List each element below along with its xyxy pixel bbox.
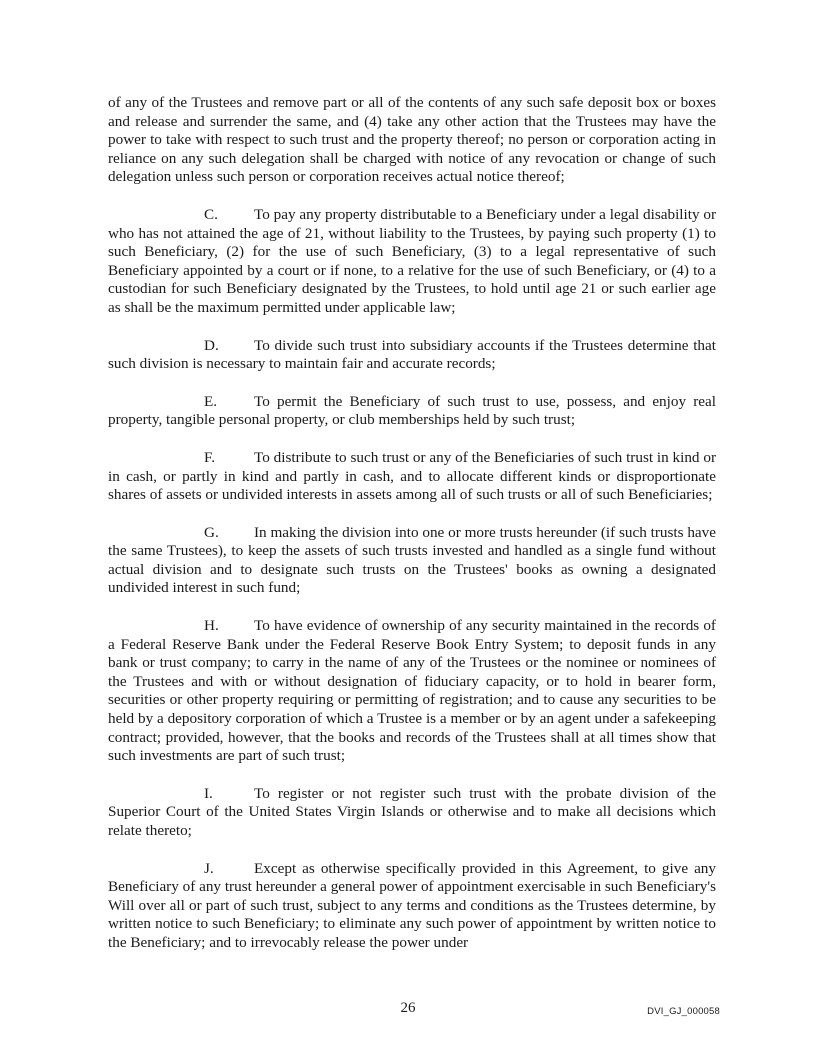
paragraph-e-text: To permit the Beneficiary of such trust to use, possess, and enjoy real property, tangible personal property, or club memberships held by such trust; — [108, 392, 716, 429]
paragraph-h-text: To have evidence of ownership of any security maintained in the records of a Federal Reserve Bank under the Federal Reserve Book Entry System; to deposit funds in any bank or trust company; to carry in the name of any of the Trustees or the nominee or nominees of the Trustees and with or without designation of fiduciary capacity, or to hold in bearer form, securities or other property requiring or permitting of registration; and to cause any securities to be held by a depository corporation of which a Trustee is a member or by an agent under a safekeeping contract; provided, however, that the books and records of the Trustees shall at all times show that such investments are part of such trust; — [108, 617, 716, 765]
paragraph-f-letter: F. — [204, 448, 216, 466]
paragraph-i-letter: I. — [204, 784, 213, 802]
paragraph-c — [108, 206, 716, 318]
paragraph-g — [108, 524, 716, 598]
paragraph-g-text: In making the division into one or more trusts hereunder (if such trusts have the same Trustees), to keep the assets of such trusts invested and handled as a single fund without actual division and to designate such trusts on the Trustees' books as owning a designated undivided interest in such fund; — [108, 523, 716, 597]
paragraph-g-letter: G. — [204, 523, 219, 541]
paragraph-d-letter: D. — [204, 336, 219, 354]
paragraph-j-letter: J. — [204, 859, 214, 877]
paragraph-j-text: Except as otherwise specifically provided in this Agreement, to give any Beneficiary of any trust hereunder a general power of appointment exercisable in such Beneficiary's Will over all or part of such trust, subject to any terms and conditions as the Trustees determine, by written notice to such Beneficiary; to eliminate any such power of appointment by written notice to the Beneficiary; and to irrevocably release the power under — [108, 859, 716, 951]
paragraph-d-text: To divide such trust into subsidiary accounts if the Trustees determine that such division is necessary to maintain fair and accurate records; — [108, 336, 716, 373]
paragraph-i — [108, 785, 716, 841]
paragraph-f — [108, 449, 716, 505]
paragraph-h-letter: H. — [204, 617, 219, 635]
paragraph-h — [108, 617, 716, 766]
bates-number: DVI_GJ_000058 — [647, 1006, 720, 1017]
paragraph-c-letter: C. — [204, 205, 218, 223]
paragraph-f-text: To distribute to such trust or any of the Beneficiaries of such trust in kind or in cash, or partly in kind and partly in cash, and to allocate different kinds or disproportionate shares of assets or undivided interests in assets among all of such trusts or all of such Beneficiaries; — [108, 448, 716, 504]
paragraph-c-text: To pay any property distributable to a Beneficiary under a legal disability or who has not attained the age of 21, without liability to the Trustees, by paying such property (1) to such Beneficiary, (2) for the use of such Beneficiary, (3) to a legal representative of such Beneficiary appointed by a court or if none, to a relative for the use of such Beneficiary, or (4) to a custodian for such Beneficiary designated by the Trustees, to hold until age 21 or such earlier age as shall be the maximum permitted under applicable law; — [108, 205, 717, 316]
paragraph-i-text: To register or not register such trust with the probate division of the Superior Court of the United States Virgin Islands or otherwise and to make all decisions which relate thereto; — [108, 784, 716, 839]
continuation-paragraph: of any of the Trustees and remove part or all of the contents of any such safe deposit box or boxes and release and surrender the same, and (4) take any other action that the Trustees may have the power to take with respect to such trust and the property thereof; no person or corporation acting in reliance on any such delegation shall be charged with notice of any revocation or change of such delegation unless such person or corporation receives actual notice thereof; — [108, 94, 716, 186]
paragraph-d — [108, 337, 716, 374]
paragraph-e — [108, 393, 716, 430]
paragraph-e-letter: E. — [204, 392, 218, 410]
page-number: 26 — [400, 1000, 416, 1016]
document-body — [108, 94, 716, 972]
paragraph-j — [108, 860, 716, 953]
